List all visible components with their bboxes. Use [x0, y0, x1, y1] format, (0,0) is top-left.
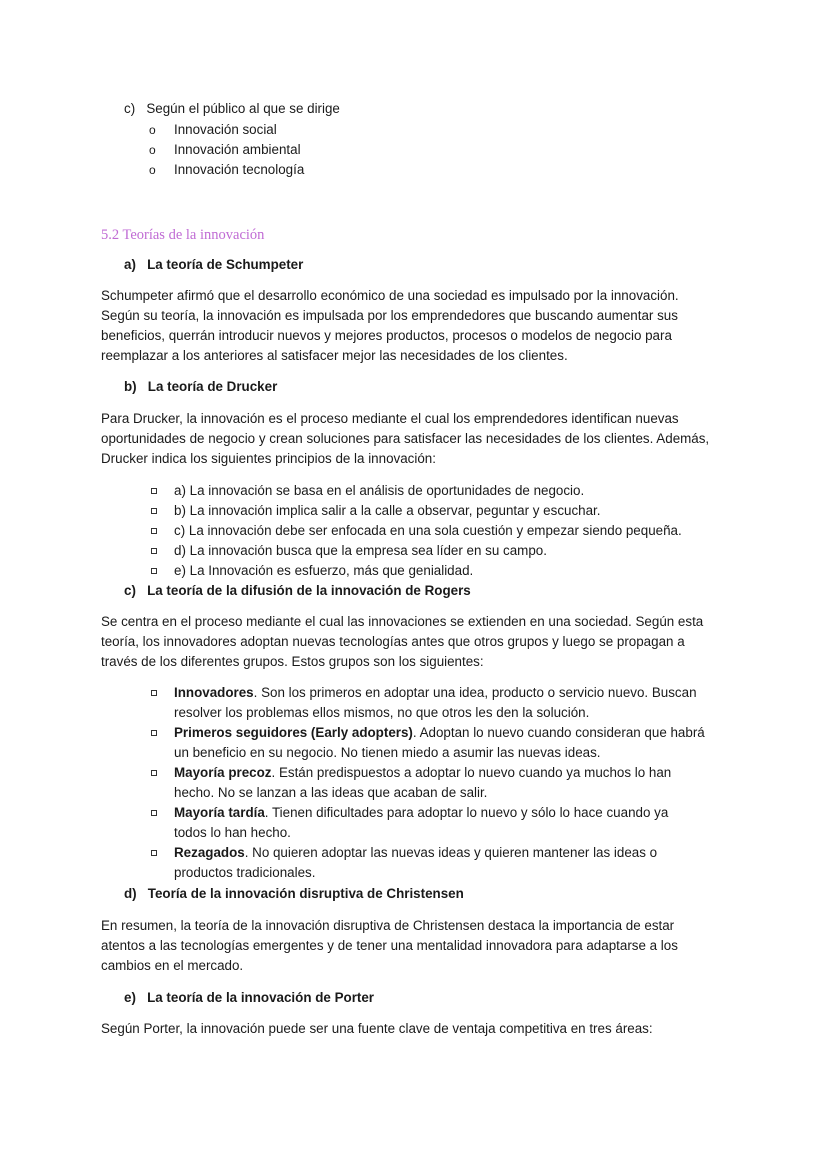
group-term: Rezagados	[174, 845, 245, 860]
square-bullet-icon	[151, 690, 157, 696]
square-bullet-icon	[151, 488, 157, 494]
group-item-line	[174, 723, 705, 743]
drucker-heading: b) La teoría de Drucker	[124, 379, 278, 394]
circle-bullet-icon: o	[149, 163, 156, 177]
square-bullet-icon	[151, 770, 157, 776]
christensen-paragraph	[101, 916, 741, 976]
porter-heading: e) La teoría de la innovación de Porter	[124, 990, 375, 1005]
paragraph-line: Según su teoría, la innovación es impulsada por los emprendedores que buscando aumentar sus	[101, 308, 678, 323]
group-item-line	[174, 763, 671, 783]
group-item-line: todos lo han hecho.	[174, 825, 291, 840]
principle-item: d) La innovación busca que la empresa sea líder en su campo.	[174, 543, 547, 558]
group-item-line	[174, 683, 697, 703]
section-title: 5.2 Teorías de la innovación	[101, 227, 265, 243]
group-term: Mayoría precoz	[174, 765, 272, 780]
schumpeter-heading: a) La teoría de Schumpeter	[124, 257, 304, 272]
paragraph-line: Para Drucker, la innovación es el proceso mediante el cual los emprendedores identifican nuevas	[101, 411, 679, 426]
square-bullet-icon	[151, 568, 157, 574]
square-bullet-icon	[151, 528, 157, 534]
rogers-paragraph	[101, 612, 741, 672]
group-item-line	[174, 803, 668, 823]
group-item-line: hecho. No se lanzan a las ideas que acaban de salir.	[174, 785, 488, 800]
circle-bullet-icon: o	[149, 123, 156, 137]
square-bullet-icon	[151, 810, 157, 816]
square-bullet-icon	[151, 548, 157, 554]
drucker-paragraph	[101, 409, 741, 469]
square-bullet-icon	[151, 730, 157, 736]
porter-paragraph	[101, 1019, 741, 1039]
schumpeter-paragraph	[101, 286, 741, 366]
paragraph-line: beneficios, querrán introducir nuevos y mejores productos, procesos o modelos de negocio para	[101, 328, 672, 343]
list-c-heading: c) Según el público al que se dirige	[124, 101, 340, 116]
paragraph-line: Según Porter, la innovación puede ser una fuente clave de ventaja competitiva en tres áreas:	[101, 1021, 653, 1036]
rogers-heading: c) La teoría de la difusión de la innovación de Rogers	[124, 583, 471, 598]
principle-item: b) La innovación implica salir a la calle a observar, peguntar y escuchar.	[174, 503, 601, 518]
group-term: Mayoría tardía	[174, 805, 265, 820]
square-bullet-icon	[151, 508, 157, 514]
list-item: Innovación tecnología	[174, 162, 305, 177]
group-term: Primeros seguidores (Early adopters)	[174, 725, 413, 740]
group-desc: . Están predispuestos a adoptar lo nuevo cuando ya muchos lo han	[271, 765, 672, 780]
group-item-line: resolver los problemas ellos mismos, no que otros les den la solución.	[174, 705, 590, 720]
square-bullet-icon	[151, 850, 157, 856]
christensen-heading: d) Teoría de la innovación disruptiva de Christensen	[124, 886, 464, 901]
principle-item: e) La Innovación es esfuerzo, más que genialidad.	[174, 563, 474, 578]
list-item: Innovación social	[174, 122, 277, 137]
principle-item: a) La innovación se basa en el análisis de oportunidades de negocio.	[174, 483, 585, 498]
paragraph-line: oportunidades de negocio y crean soluciones para satisfacer las necesidades de los clientes. Además,	[101, 431, 710, 446]
list-item: Innovación ambiental	[174, 142, 301, 157]
group-term: Innovadores	[174, 685, 254, 700]
group-item-line	[174, 843, 657, 863]
group-desc: . Son los primeros en adoptar una idea, producto o servicio nuevo. Buscan	[253, 685, 697, 700]
paragraph-line: teoría, los innovadores adoptan nuevas tecnologías antes que otros grupos y luego se propagan a	[101, 634, 685, 649]
paragraph-line: través de los diferentes grupos. Estos grupos son los siguientes:	[101, 654, 484, 669]
paragraph-line: Drucker indica los siguientes principios de la innovación:	[101, 451, 436, 466]
group-desc: . No quieren adoptar las nuevas ideas y quieren mantener las ideas o	[244, 845, 658, 860]
principle-item: c) La innovación debe ser enfocada en una sola cuestión y empezar siendo pequeña.	[174, 523, 682, 538]
group-item-line: productos tradicionales.	[174, 865, 316, 880]
paragraph-line: Se centra en el proceso mediante el cual las innovaciones se extienden en una sociedad. Según esta	[101, 614, 704, 629]
group-desc: . Tienen dificultades para adoptar lo nuevo y sólo lo hace cuando ya	[264, 805, 669, 820]
paragraph-line: atentos a las tecnologías emergentes y de tener una mentalidad innovadora para adaptarse a los	[101, 938, 678, 953]
group-item-line: un beneficio en su negocio. No tienen miedo a asumir las nuevas ideas.	[174, 745, 601, 760]
circle-bullet-icon: o	[149, 143, 156, 157]
paragraph-line: En resumen, la teoría de la innovación disruptiva de Christensen destaca la importancia de estar	[101, 918, 675, 933]
group-desc: . Adoptan lo nuevo cuando consideran que habrá	[412, 725, 705, 740]
paragraph-line: reemplazar a los anteriores al satisfacer mejor las necesidades de los clientes.	[101, 348, 568, 363]
paragraph-line: Schumpeter afirmó que el desarrollo económico de una sociedad es impulsado por la innovación.	[101, 288, 679, 303]
paragraph-line: cambios en el mercado.	[101, 958, 244, 973]
